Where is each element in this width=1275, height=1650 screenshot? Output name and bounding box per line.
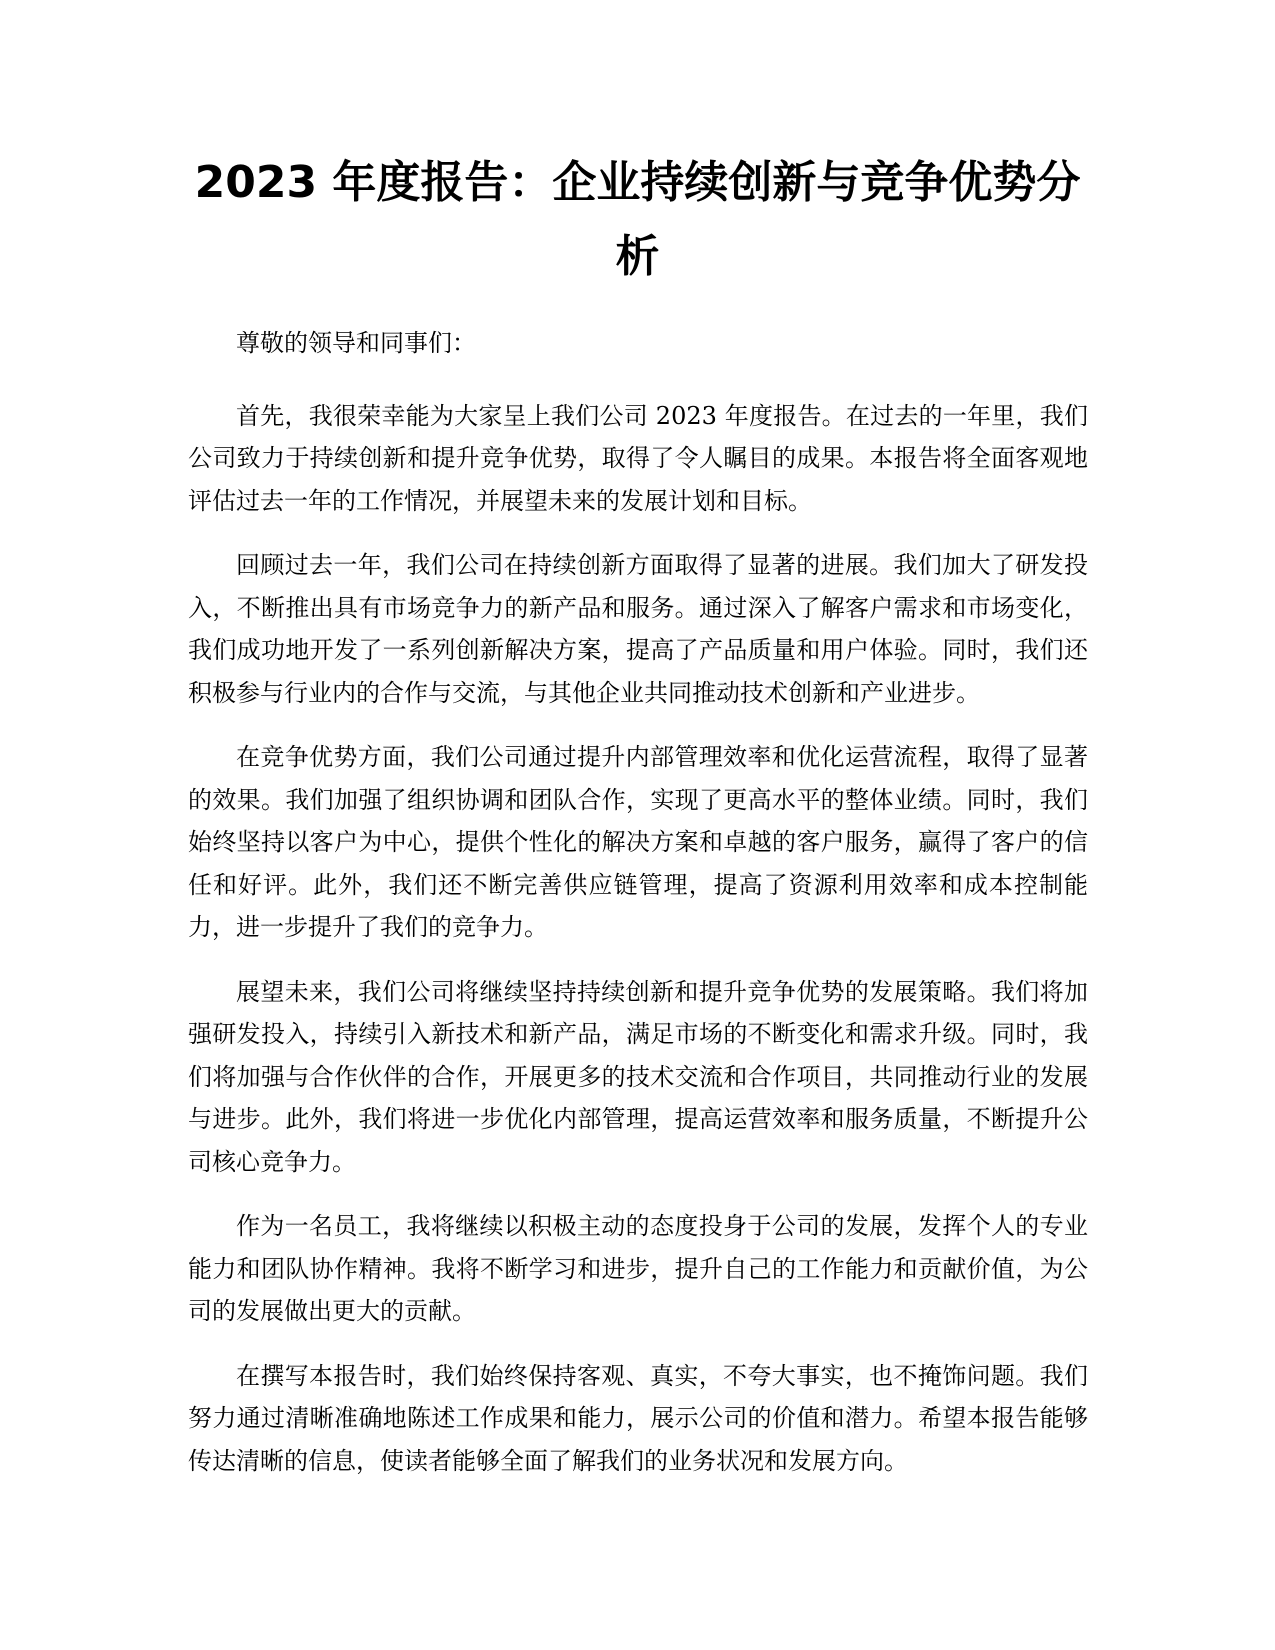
- paragraph-closing: 在撰写本报告时，我们始终保持客观、真实，不夸大事实，也不掩饰问题。我们努力通过清晰准确地陈述工作成果和能力，展示公司的价值和潜力。希望本报告能够传达清晰的信息，使读者能够全面了解我们的业务状况和发展方向。: [188, 1361, 1088, 1475]
- document-title: 2023 年度报告：企业持续创新与竞争优势分析: [194, 157, 1081, 282]
- salutation: 尊敬的领导和同事们：: [236, 329, 476, 357]
- paragraph-employee-commitment: 作为一名员工，我将继续以积极主动的态度投身于公司的发展，发挥个人的专业能力和团队协作精神。我将不断学习和进步，提升自己的工作能力和贡献价值，为公司的发展做出更大的贡献。: [188, 1212, 1088, 1325]
- paragraph-intro: 首先，我很荣幸能为大家呈上我们公司 2023 年度报告。在过去的一年里，我们公司致力于持续创新和提升竞争优势，取得了令人瞩目的成果。本报告将全面客观地评估过去一年的工作情况，并展望未来的发展计划和目标。: [188, 401, 1088, 515]
- paragraph-innovation-review: 回顾过去一年，我们公司在持续创新方面取得了显著的进展。我们加大了研发投入，不断推出具有市场竞争力的新产品和服务。通过深入了解客户需求和市场变化，我们成功地开发了一系列创新解决方案，提高了产品质量和用户体验。同时，我们还积极参与行业内的合作与交流，与其他企业共同推动技术创新和产业进步。: [188, 551, 1088, 707]
- document-body: [188, 322, 1088, 1504]
- paragraph-competitive-advantage: 在竞争优势方面，我们公司通过提升内部管理效率和优化运营流程，取得了显著的效果。我们加强了组织协调和团队合作，实现了更高水平的整体业绩。同时，我们始终坚持以客户为中心，提供个性化的解决方案和卓越的客户服务，赢得了客户的信任和好评。此外，我们还不断完善供应链管理，提高了资源利用效率和成本控制能力，进一步提升了我们的竞争力。: [188, 743, 1088, 941]
- paragraph-outlook: 展望未来，我们公司将继续坚持持续创新和提升竞争优势的发展策略。我们将加强研发投入，持续引入新技术和新产品，满足市场的不断变化和需求升级。同时，我们将加强与合作伙伴的合作，开展更多的技术交流和合作项目，共同推动行业的发展与进步。此外，我们将进一步优化内部管理，提高运营效率和服务质量，不断提升公司核心竞争力。: [188, 977, 1088, 1176]
